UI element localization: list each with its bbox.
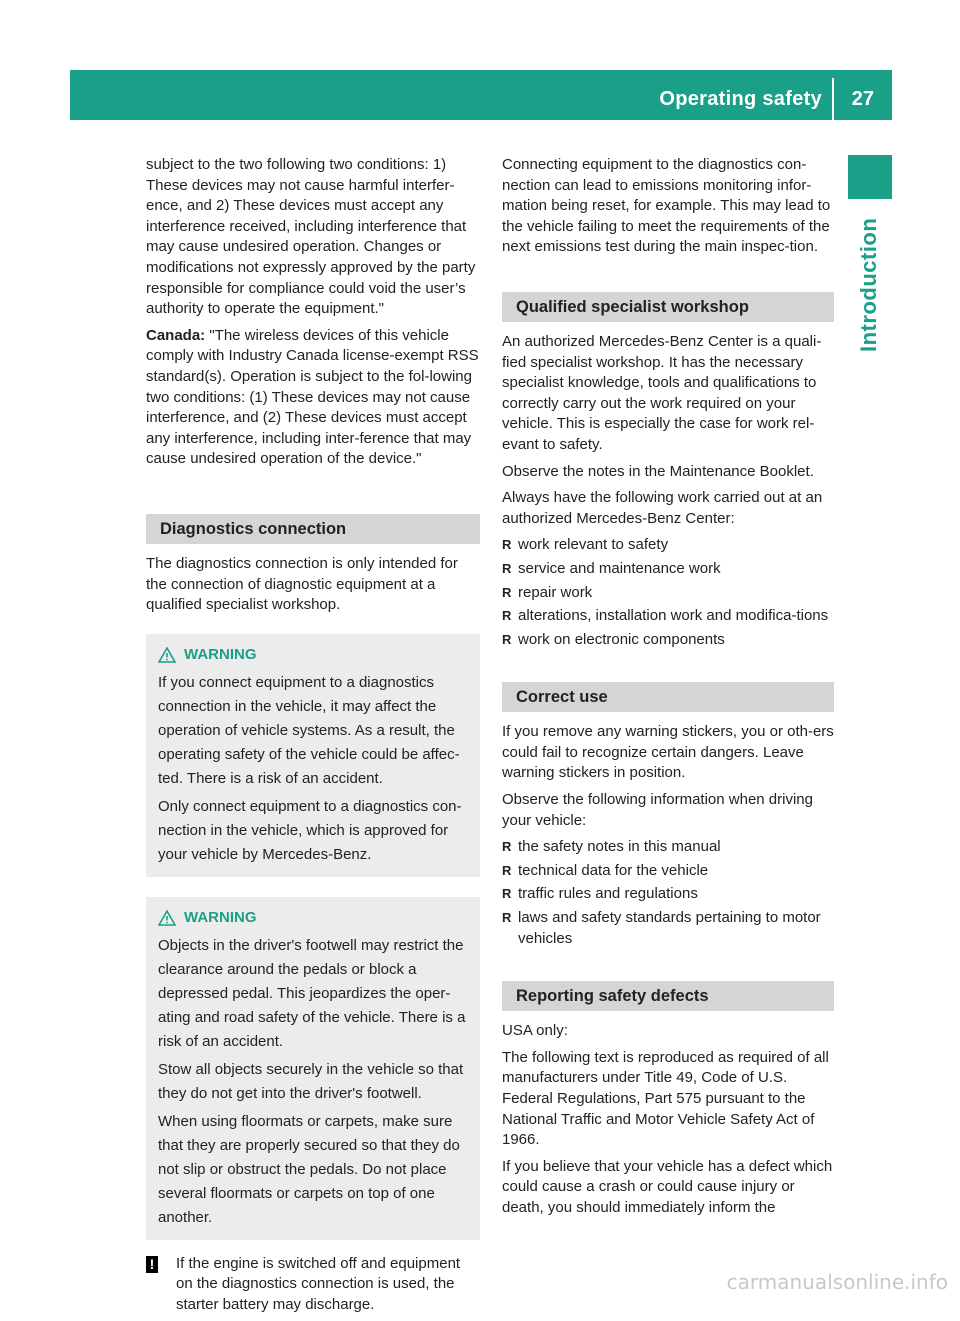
paragraph: The following text is reproduced as required of all manufacturers under Title 49, Code of U.S. Federal Regulations, Part 575 pursuant to the National Traffic and Motor Vehicle Safety Act of 1966. [502,1048,829,1149]
paragraph: subject to the two following two conditions: 1) These devices may not cause harmful interfer-ence, and 2) These devices must accept any interference received, including interference that may cause undesired operation. Changes or modifications not expressly approved by the party responsible for compliance could void the user’s authority to operate the equipment." [146,156,476,318]
warning-title [158,906,472,930]
paragraph: An authorized Mercedes-Benz Center is a quali-fied specialist workshop. It has the necessary specialist knowledge, tools and qualifications to correctly carry out the work required on your vehicle. This is especially the case for work rel-evant to safety. [502,332,822,453]
list-item: R traffic rules and regulations [502,884,834,905]
section-heading-qualified-workshop: Qualified specialist workshop [502,292,834,322]
info-list [502,837,834,949]
paragraph: Always have the following work carried out at an authorized Mercedes-Benz Center: [502,489,823,527]
warning-title [158,643,472,667]
chapter-tab-label: Introduction [856,217,881,352]
page-header [70,70,892,120]
exclamation-icon: ! [146,1256,158,1273]
list-item: R technical data for the vehicle [502,861,834,882]
paragraph: Observe the notes in the Maintenance Booklet. [502,462,814,480]
bullet-icon: R [502,910,512,926]
note-text: If the engine is switched off and equipment on the diagnostics connection is used, the starter battery may discharge. [176,1254,461,1313]
bullet-icon: R [502,631,512,647]
paragraph: Connecting equipment to the diagnostics con-nection can lead to emissions monitoring infor-mation being reset, for example. This may lead to the vehicle failing to meet the requirements of the next emissions test during the main inspec-tion. [502,156,831,256]
chapter-tab-marker [848,155,892,199]
bullet-icon: R [502,839,512,855]
warning-label: WARNING [184,908,257,926]
page-number: 27 [851,88,874,110]
note [146,1254,480,1316]
bullet-icon: R [502,862,512,878]
list-item: R the safety notes in this manual [502,837,834,858]
site-watermark: carmanualsonline.info [726,1270,948,1294]
warning-text: Stow all objects securely in the vehicle so that they do not get into the driver's footwell. [158,1060,464,1102]
list-item: R laws and safety standards pertaining to motor vehicles [502,909,821,947]
warning-text: When using floormats or carpets, make sure that they are properly secured so that they do not slip or obstruct the pedals. Do not place several floormats or carpets on top of one another. [158,1112,460,1226]
warning-box [146,897,480,1240]
bullet-icon: R [502,584,512,600]
warning-triangle-icon [158,647,176,663]
warning-text: Only connect equipment to a diagnostics con-nection in the vehicle, which is approved for your vehicle by Mercedes-Benz. [158,797,462,863]
paragraph-canada [146,326,480,470]
right-column [502,155,834,1225]
list-item: R work relevant to safety [502,535,834,556]
canada-text: "The wireless devices of this vehicle comply with Industry Canada license-exempt RSS standard(s). Operation is subject to the fol-lowing two conditions: (1) These devices may not cause interference, and (2) These devices must accept any interference, including inter-ference that may cause undesired operation of the device." [146,326,479,468]
paragraph: If you remove any warning stickers, you or oth-ers could fail to recognize certain dangers. Leave warning stickers in position. [502,723,834,782]
header-divider [832,78,834,120]
warning-label: WARNING [184,645,257,663]
left-column [146,155,480,1321]
work-list [502,535,834,650]
paragraph: Observe the following information when driving your vehicle: [502,791,813,829]
warning-box [146,634,480,877]
warning-triangle-icon [158,910,176,926]
paragraph: USA only: [502,1022,568,1040]
warning-text: Objects in the driver's footwell may restrict the clearance around the pedals or block a depressed pedal. This jeopardizes the oper-ating and road safety of the vehicle. There is a risk of an accident. [158,936,466,1050]
section-heading-correct-use: Correct use [502,682,834,712]
section-title: Operating safety [659,88,822,110]
warning-text: If you connect equipment to a diagnostics connection in the vehicle, it may affect the operation of vehicle systems. As a result, the operating safety of the vehicle could be affec-ted. There is a risk of an accident. [158,673,460,787]
bullet-icon: R [502,886,512,902]
list-item: R work on electronic components [502,630,834,651]
list-item: R alterations, installation work and modifica-tions [502,606,834,627]
section-heading-diagnostics: Diagnostics connection [146,514,480,544]
paragraph: The diagnostics connection is only intended for the connection of diagnostic equipment at a qualified specialist workshop. [146,554,458,614]
bullet-icon: R [502,560,512,576]
section-heading-reporting-defects: Reporting safety defects [502,981,834,1011]
canada-label: Canada: [146,326,206,344]
paragraph: If you believe that your vehicle has a defect which could cause a crash or could cause injury or death, you should immediately inform the [502,1157,833,1216]
bullet-icon: R [502,537,512,553]
bullet-icon: R [502,608,512,624]
list-item: R service and maintenance work [502,559,834,580]
list-item: R repair work [502,583,834,604]
